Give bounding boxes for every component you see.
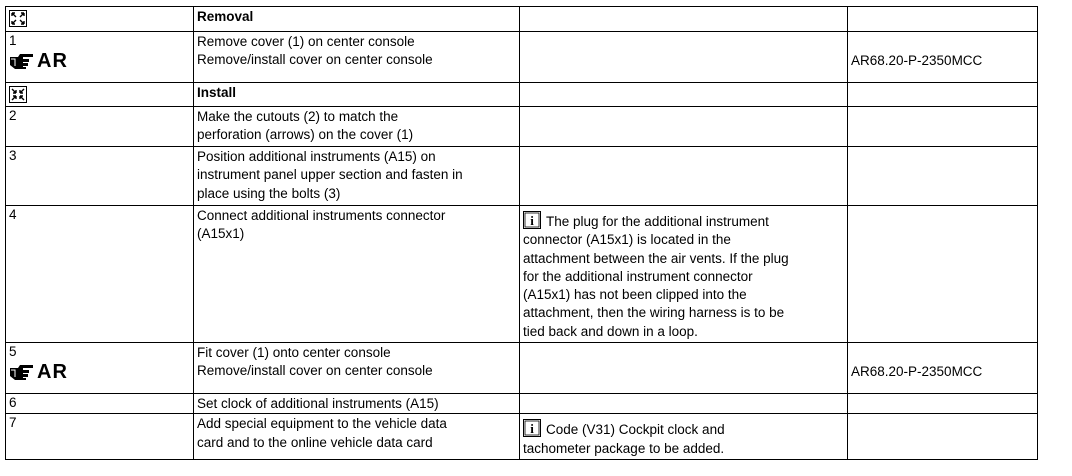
- note-text-line: (A15x1) has not been clipped into the: [523, 287, 747, 303]
- step-text-line: card and to the online vehicle data card: [197, 434, 433, 450]
- note-text-line: tachometer package to be added.: [523, 440, 725, 456]
- doc-reference-link[interactable]: AR68.20-P-2350MCC: [851, 53, 983, 68]
- section-row-removal: [6, 7, 1038, 32]
- step-text-line: Fit cover (1) onto center console: [197, 345, 391, 360]
- step-number: 7: [9, 415, 17, 431]
- removal-section-icon: [9, 10, 27, 27]
- step-text-line: Make the cutouts (2) to match the: [197, 109, 399, 124]
- step-text-line: Set clock of additional instruments (A15): [197, 396, 439, 411]
- note-text-line: tied back and down in a loop.: [523, 323, 698, 339]
- note-text-line: attachment, then the wiring harness is to be: [523, 305, 785, 321]
- note-text-line: attachment between the air vents. If the plug: [523, 250, 789, 266]
- section-title: Install: [194, 83, 520, 107]
- svg-text:i: i: [530, 421, 534, 437]
- note-cell: [520, 414, 848, 460]
- step-row-6: [6, 394, 1038, 414]
- section-icon-cell: [6, 7, 194, 32]
- step-text-line: Position additional instruments (A15) on: [197, 149, 436, 164]
- step-number: 3: [9, 148, 17, 163]
- section-title: Removal: [194, 7, 520, 32]
- step-text-line: perforation (arrows) on the cover (1): [197, 127, 414, 143]
- pointing-hand-icon: [9, 52, 35, 70]
- pointing-hand-icon: [9, 363, 35, 381]
- note-text-line: connector (A15x1) is located in the: [523, 232, 731, 248]
- step-number: 1: [9, 33, 17, 48]
- step-text-line: Add special equipment to the vehicle data: [197, 416, 447, 432]
- step-number: 5: [9, 344, 17, 359]
- doc-link-text[interactable]: Remove/install cover on center console: [197, 363, 433, 379]
- step-number: 6: [9, 395, 17, 410]
- step-number: 4: [9, 207, 17, 222]
- step-number: 2: [9, 108, 17, 123]
- step-text-line: (A15x1): [197, 226, 245, 242]
- step-row-1: [6, 32, 1038, 83]
- install-section-icon: [9, 86, 27, 103]
- svg-text:i: i: [530, 213, 534, 228]
- step-text-line: Remove cover (1) on center console: [197, 34, 415, 49]
- ar-label: AR: [37, 50, 68, 72]
- info-icon: [523, 419, 541, 437]
- step-text-line: instrument panel upper section and fasten in: [197, 167, 463, 183]
- step-text-line: Connect additional instruments connector: [197, 208, 446, 223]
- doc-reference-link[interactable]: AR68.20-P-2350MCC: [851, 364, 983, 379]
- info-icon: [523, 211, 541, 229]
- ar-reference: [9, 50, 190, 72]
- procedure-table: [5, 6, 1038, 460]
- note-cell: [520, 206, 848, 343]
- step-row-5: [6, 343, 1038, 394]
- step-row-4: [6, 206, 1038, 343]
- step-row-3: [6, 147, 1038, 206]
- ar-reference: [9, 361, 190, 383]
- step-row-7: [6, 414, 1038, 460]
- note-text-line: Code (V31) Cockpit clock and: [546, 422, 725, 438]
- ar-label: AR: [37, 361, 68, 383]
- note-text-line: The plug for the additional instrument: [546, 214, 769, 229]
- step-text-line: place using the bolts (3): [197, 185, 341, 201]
- doc-link-text[interactable]: Remove/install cover on center console: [197, 52, 433, 68]
- note-text-line: for the additional instrument connector: [523, 268, 753, 284]
- section-row-install: [6, 83, 1038, 107]
- step-row-2: [6, 107, 1038, 147]
